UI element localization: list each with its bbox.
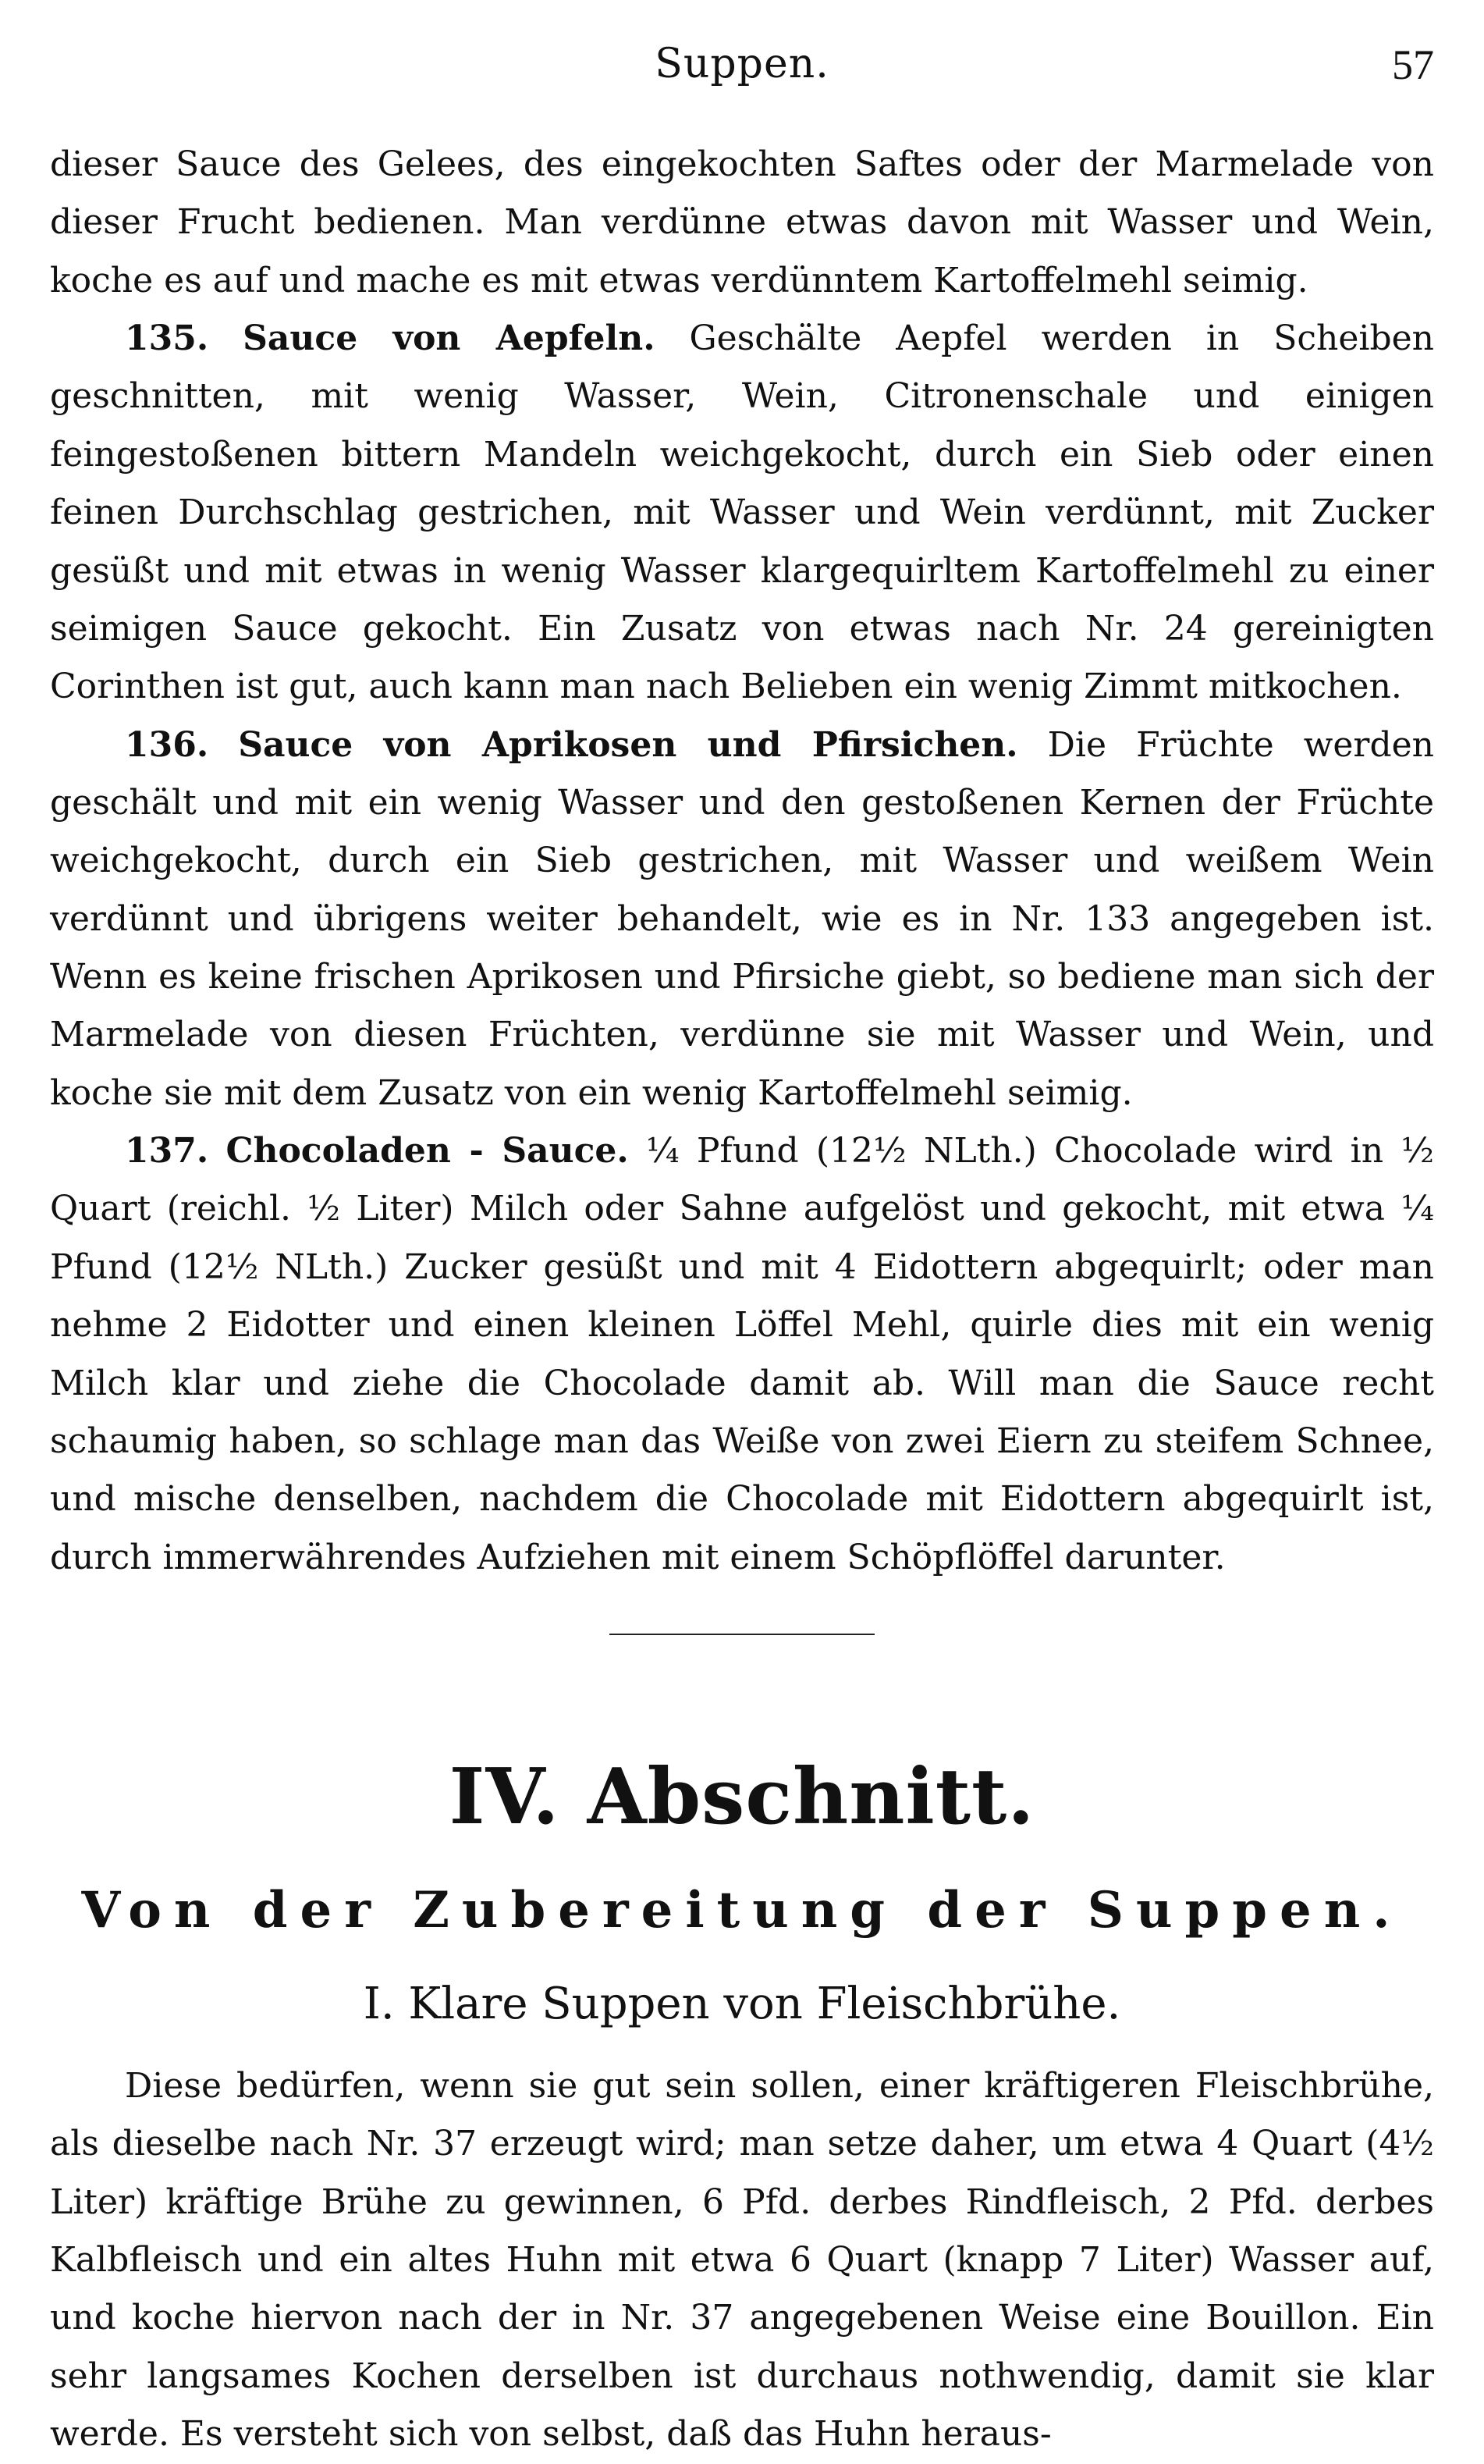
section-heading: I. Klare Suppen von Fleischbrühe. — [363, 1978, 1121, 2029]
page-header — [50, 34, 1434, 105]
recipe-text: Die Früchte werden geschält und mit ein wenig Wasser und den gestoßenen Kernen der Früchte weichgekocht, durch ein Sieb gestrichen, mit Wasser und weißem Wein verdünnt und übrigens weiter behandelt, wie es in Nr. 133 angegeben ist. Wenn es keine frischen Aprikosen und Pfirsiche giebt, so bediene man sich der Marmelade von diesen Früchten, verdünne sie mit Wasser und Wein, und koche sie mit dem Zusatz von ein wenig Kartoffelmehl seimig. — [50, 724, 1434, 1113]
recipe-text: ¼ Pfund (12½ NLth.) Chocolade wird in ½ Quart (reichl. ½ Liter) Milch oder Sahne aufgelöst und gekocht, mit etwa ¼ Pfund (12½ NLth.) Zucker gesüßt und mit 4 Eidottern abgequirlt; oder man nehme 2 Eidotter und einen kleinen Löffel Mehl, quirle dies mit ein wenig Milch klar und ziehe die Chocolade damit ab. Will man die Sauce recht schaumig haben, so schlage man das Weiße von zwei Eiern zu steifem Schnee, und mische denselben, nachdem die Chocolade mit Eidottern abgequirlt ist, durch immerwährendes Aufziehen mit einem Schöpflöffel darunter. — [50, 1131, 1434, 1577]
chapter-subtitle: Von der Zubereitung der Suppen. — [81, 1880, 1403, 1940]
recipe-title: Chocoladen - Sauce. — [225, 1131, 629, 1172]
recipe-title: Sauce von Aprikosen und Pfirsichen. — [238, 724, 1018, 765]
chapter-paragraph: Diese bedürfen, wenn sie gut sein sollen, einer kräftigeren Fleischbrühe, als dieselbe nach Nr. 37 erzeugt wird; man setze daher, um etwa 4 Quart (4½ Liter) kräftige Brühe zu gewinnen, 6 Pfd. derbes Rindfleisch, 2 Pfd. derbes Kalbfleisch und ein altes Huhn mit etwa 6 Quart (knapp 7 Liter) Wasser auf, und koche hiervon nach der in Nr. 37 angegebenen Weise eine Bouillon. Ein sehr langsames Kochen derselben ist durchaus nothwendig, damit sie klar werde. Es versteht sich von selbst, daß das Huhn heraus- — [50, 2065, 1434, 2455]
recipe-number: 135. — [125, 318, 209, 359]
main-text — [50, 136, 1434, 1587]
recipe-number: 137. — [125, 1131, 209, 1172]
recipe-title: Sauce von Aepfeln. — [243, 318, 655, 359]
paragraph-continuation: dieser Sauce des Gelees, des eingekochten Saftes oder der Marmelade von dieser Frucht bedienen. Man verdünne etwas davon mit Wasser und Wein, koche es auf und mache es mit etwas verdünntem Kartoffelmehl seimig. — [50, 144, 1434, 300]
recipe-text: Geschälte Aepfel werden in Scheiben geschnitten, mit wenig Wasser, Wein, Citronenschale und einigen feingestoßenen bittern Mandeln weichgekocht, durch ein Sieb oder einen feinen Durchschlag gestrichen, mit Wasser und Wein verdünnt, mit Zucker gesüßt und mit etwas in wenig Wasser klargequirltem Kartoffelmehl zu einer seimigen Sauce gekocht. Ein Zusatz von etwas nach Nr. 24 gereinigten Corinthen ist gut, auch kann man nach Belieben ein wenig Zimmt mitkochen. — [50, 318, 1434, 707]
page-number: 57 — [1392, 41, 1434, 88]
running-title: Suppen. — [655, 41, 829, 87]
recipe-137 — [50, 1122, 1434, 1587]
chapter-text — [50, 2057, 1434, 2464]
chapter-heading: IV. Abschnitt. — [449, 1751, 1035, 1842]
recipe-136 — [50, 716, 1434, 1123]
recipe-number: 136. — [125, 724, 209, 765]
recipe-135 — [50, 310, 1434, 716]
section-divider — [609, 1634, 875, 1635]
